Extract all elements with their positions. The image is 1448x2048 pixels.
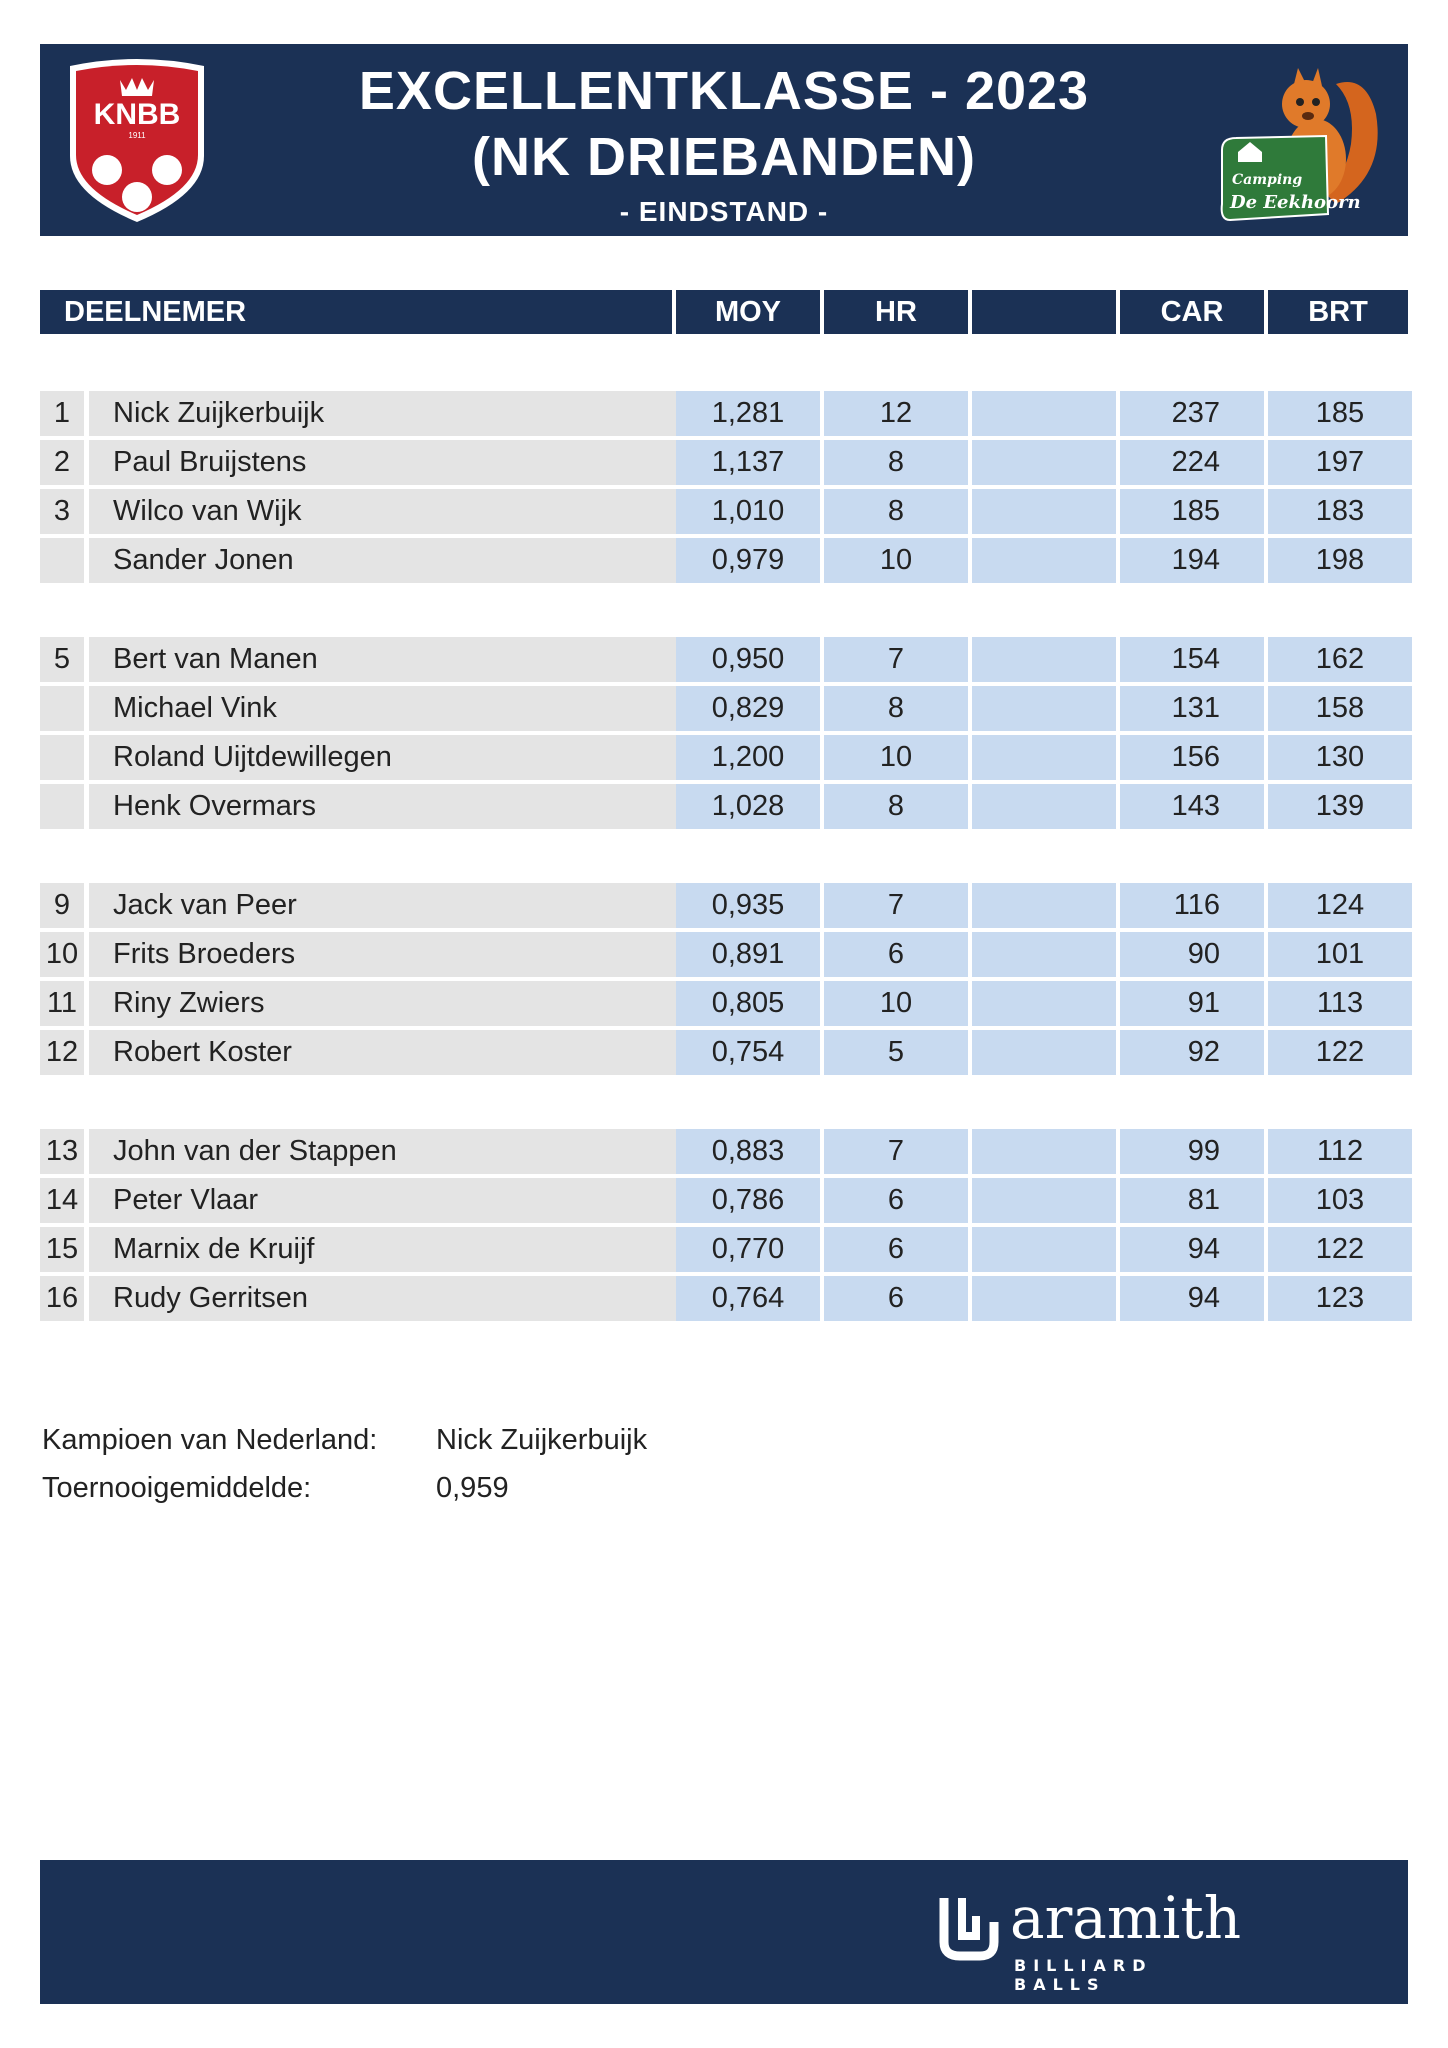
table-row [40, 686, 1412, 731]
rank-cell: 5 [40, 637, 84, 682]
rank-cell: 14 [40, 1178, 84, 1223]
moy-cell: 1,137 [676, 440, 820, 485]
empty-cell [972, 686, 1116, 731]
table-row [40, 391, 1412, 436]
average-label: Toernooigemiddelde: [42, 1472, 312, 1504]
hr-cell: 6 [824, 1178, 968, 1223]
car-cell: 90 [1120, 932, 1264, 977]
brt-cell: 185 [1268, 391, 1412, 436]
car-cell: 237 [1120, 391, 1264, 436]
page-title: EXCELLENTKLASSE - 2023 [358, 61, 1090, 121]
player-name-cell: Riny Zwiers [89, 981, 711, 1026]
svg-text:De Eekhoorn: De Eekhoorn [1230, 192, 1361, 213]
hr-cell: 6 [824, 1227, 968, 1272]
table-row [40, 538, 1412, 583]
moy-cell: 0,770 [676, 1227, 820, 1272]
car-cell: 131 [1120, 686, 1264, 731]
hr-cell: 8 [824, 784, 968, 829]
title-block [320, 44, 1128, 236]
player-name-cell: Nick Zuijkerbuijk [89, 391, 711, 436]
page-title-sub: (NK DRIEBANDEN) [472, 127, 976, 187]
moy-cell: 1,200 [676, 735, 820, 780]
rank-cell [40, 686, 84, 731]
moy-cell: 1,028 [676, 784, 820, 829]
player-name-cell: Peter Vlaar [89, 1178, 711, 1223]
column-header-empty [972, 290, 1116, 334]
empty-cell [972, 735, 1116, 780]
column-header-moy: MOY [676, 290, 820, 334]
hr-cell: 8 [824, 686, 968, 731]
car-cell: 185 [1120, 489, 1264, 534]
table-row [40, 932, 1412, 977]
table-row [40, 981, 1412, 1026]
table-row [40, 1129, 1412, 1174]
empty-cell [972, 784, 1116, 829]
table-row [40, 440, 1412, 485]
rank-cell: 11 [40, 981, 84, 1026]
brt-cell: 158 [1268, 686, 1412, 731]
aramith-tagline: BILLIARD BALLS [1014, 1956, 1153, 1994]
empty-cell [972, 1227, 1116, 1272]
hr-cell: 6 [824, 1276, 968, 1321]
hr-cell: 10 [824, 735, 968, 780]
brt-cell: 112 [1268, 1129, 1412, 1174]
moy-cell: 0,805 [676, 981, 820, 1026]
car-cell: 91 [1120, 981, 1264, 1026]
column-header-brt: BRT [1268, 290, 1408, 334]
empty-cell [972, 932, 1116, 977]
hr-cell: 7 [824, 637, 968, 682]
column-header-deelnemer: DEELNEMER [40, 290, 672, 334]
player-name-cell: Michael Vink [89, 686, 711, 731]
hr-cell: 8 [824, 440, 968, 485]
knbb-logo [62, 56, 212, 226]
car-cell: 116 [1120, 883, 1264, 928]
moy-cell: 1,281 [676, 391, 820, 436]
brt-cell: 162 [1268, 637, 1412, 682]
brt-cell: 198 [1268, 538, 1412, 583]
table-row [40, 1030, 1412, 1075]
car-cell: 92 [1120, 1030, 1264, 1075]
car-cell: 194 [1120, 538, 1264, 583]
player-name-cell: Sander Jonen [89, 538, 711, 583]
page-footer [40, 1860, 1408, 2004]
hr-cell: 7 [824, 1129, 968, 1174]
champion-label: Kampioen van Nederland: [42, 1424, 378, 1456]
brt-cell: 139 [1268, 784, 1412, 829]
brt-cell: 122 [1268, 1227, 1412, 1272]
rank-cell: 2 [40, 440, 84, 485]
svg-text:Camping: Camping [1232, 172, 1303, 188]
player-name-cell: Frits Broeders [89, 932, 711, 977]
brt-cell: 124 [1268, 883, 1412, 928]
moy-cell: 0,883 [676, 1129, 820, 1174]
car-cell: 81 [1120, 1178, 1264, 1223]
car-cell: 154 [1120, 637, 1264, 682]
brt-cell: 123 [1268, 1276, 1412, 1321]
brt-cell: 183 [1268, 489, 1412, 534]
aramith-mark-icon [936, 1892, 1002, 1962]
rank-cell: 1 [40, 391, 84, 436]
brt-cell: 113 [1268, 981, 1412, 1026]
empty-cell [972, 440, 1116, 485]
empty-cell [972, 538, 1116, 583]
hr-cell: 8 [824, 489, 968, 534]
rank-cell: 9 [40, 883, 84, 928]
player-name-cell: Wilco van Wijk [89, 489, 711, 534]
car-cell: 94 [1120, 1276, 1264, 1321]
moy-cell: 0,764 [676, 1276, 820, 1321]
empty-cell [972, 637, 1116, 682]
moy-cell: 0,829 [676, 686, 820, 731]
champion-value: Nick Zuijkerbuijk [436, 1424, 648, 1456]
player-name-cell: Paul Bruijstens [89, 440, 711, 485]
rank-cell: 3 [40, 489, 84, 534]
player-name-cell: Henk Overmars [89, 784, 711, 829]
rank-cell: 12 [40, 1030, 84, 1075]
rank-cell [40, 538, 84, 583]
player-name-cell: John van der Stappen [89, 1129, 711, 1174]
empty-cell [972, 1178, 1116, 1223]
rank-cell: 16 [40, 1276, 84, 1321]
player-name-cell: Rudy Gerritsen [89, 1276, 711, 1321]
rank-cell: 13 [40, 1129, 84, 1174]
rank-cell [40, 735, 84, 780]
empty-cell [972, 489, 1116, 534]
empty-cell [972, 981, 1116, 1026]
empty-cell [972, 391, 1116, 436]
empty-cell [972, 1030, 1116, 1075]
car-cell: 224 [1120, 440, 1264, 485]
rank-cell: 10 [40, 932, 84, 977]
moy-cell: 0,754 [676, 1030, 820, 1075]
table-row [40, 1276, 1412, 1321]
hr-cell: 5 [824, 1030, 968, 1075]
svg-text:KNBB: KNBB [93, 98, 181, 131]
table-row [40, 784, 1412, 829]
brt-cell: 122 [1268, 1030, 1412, 1075]
moy-cell: 0,935 [676, 883, 820, 928]
brt-cell: 130 [1268, 735, 1412, 780]
brt-cell: 103 [1268, 1178, 1412, 1223]
hr-cell: 10 [824, 538, 968, 583]
car-cell: 156 [1120, 735, 1264, 780]
empty-cell [972, 883, 1116, 928]
column-header-car: CAR [1120, 290, 1264, 334]
moy-cell: 0,950 [676, 637, 820, 682]
table-row [40, 637, 1412, 682]
aramith-wordmark: aramith [1010, 1884, 1242, 1952]
column-header-hr: HR [824, 290, 968, 334]
player-name-cell: Bert van Manen [89, 637, 711, 682]
rank-cell: 15 [40, 1227, 84, 1272]
hr-cell: 7 [824, 883, 968, 928]
player-name-cell: Marnix de Kruijf [89, 1227, 711, 1272]
table-row [40, 1178, 1412, 1223]
page-header [40, 44, 1408, 236]
player-name-cell: Jack van Peer [89, 883, 711, 928]
rank-cell [40, 784, 84, 829]
camping-de-eekhoorn-logo [1216, 54, 1386, 226]
brt-cell: 197 [1268, 440, 1412, 485]
table-row [40, 1227, 1412, 1272]
table-row [40, 883, 1412, 928]
empty-cell [972, 1276, 1116, 1321]
player-name-cell: Roland Uijtdewillegen [89, 735, 711, 780]
player-name-cell: Robert Koster [89, 1030, 711, 1075]
moy-cell: 0,786 [676, 1178, 820, 1223]
moy-cell: 0,979 [676, 538, 820, 583]
hr-cell: 6 [824, 932, 968, 977]
page-subtitle: - EINDSTAND - [619, 196, 829, 227]
moy-cell: 1,010 [676, 489, 820, 534]
table-row [40, 735, 1412, 780]
moy-cell: 0,891 [676, 932, 820, 977]
table-row [40, 489, 1412, 534]
average-value: 0,959 [436, 1472, 509, 1504]
hr-cell: 12 [824, 391, 968, 436]
hr-cell: 10 [824, 981, 968, 1026]
car-cell: 94 [1120, 1227, 1264, 1272]
car-cell: 99 [1120, 1129, 1264, 1174]
aramith-logo [936, 1884, 1256, 1994]
brt-cell: 101 [1268, 932, 1412, 977]
empty-cell [972, 1129, 1116, 1174]
svg-text:1911: 1911 [128, 131, 146, 140]
car-cell: 143 [1120, 784, 1264, 829]
